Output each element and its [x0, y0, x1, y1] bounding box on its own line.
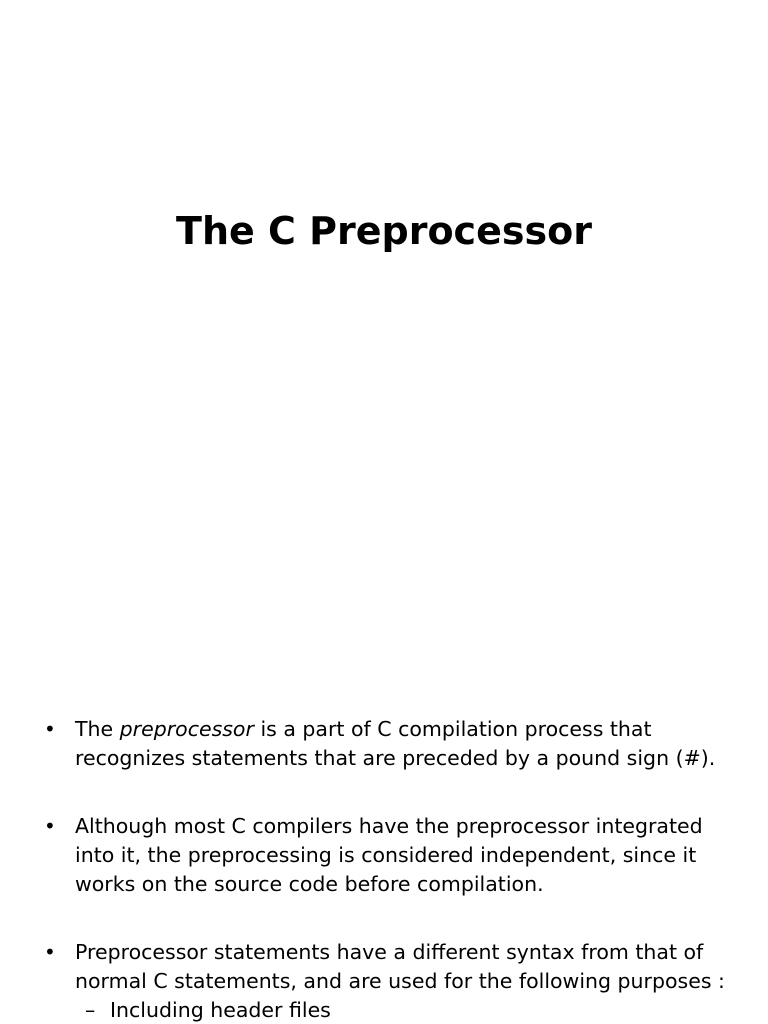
- bullet-text-post: is a part of C compilation process that recognizes statements that are preceded by a pound sign (#).: [75, 717, 716, 770]
- bullet-item-preprocessor-definition: [0, 715, 768, 773]
- bullet-marker: •: [44, 717, 56, 741]
- bullet-item-compiler-integration: [0, 812, 768, 899]
- sub-bullet-item-header-files: [75, 996, 728, 1024]
- sub-bullet-marker: –: [85, 998, 96, 1022]
- bullet-text: Preprocessor statements have a different syntax from that of normal C statements, and are used for the following purposes :: [75, 940, 725, 993]
- bullet-text-pre: The: [75, 717, 120, 741]
- bullet-text-italic: preprocessor: [119, 717, 254, 741]
- bullet-list: [0, 715, 768, 1024]
- bullet-marker: •: [44, 814, 56, 838]
- sub-bullet-text: Including header files: [110, 998, 331, 1022]
- bullet-text: Although most C compilers have the preprocessor integrated into it, the preprocessing is considered independent, since it works on the source code before compilation.: [75, 814, 703, 896]
- sub-bullet-list: [75, 996, 728, 1024]
- bullet-marker: •: [44, 940, 56, 964]
- bullet-item-syntax-purposes: [0, 938, 768, 1024]
- slide-title: The C Preprocessor: [176, 209, 592, 253]
